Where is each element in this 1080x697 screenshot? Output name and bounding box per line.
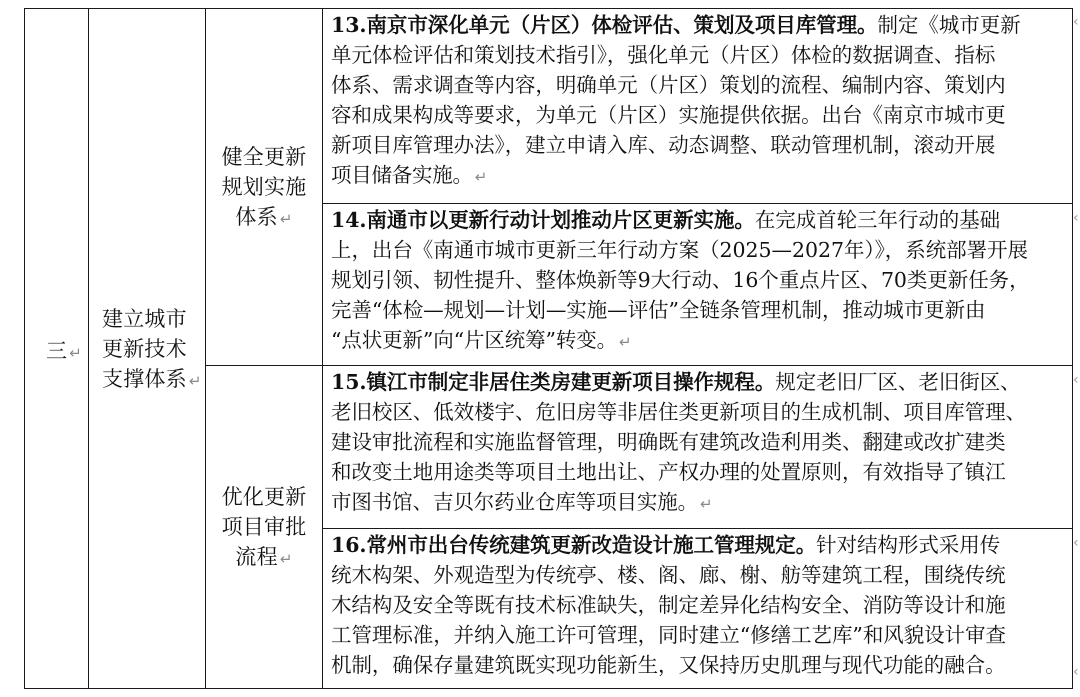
subsection-label-2	[206, 482, 322, 574]
subsection-label-line: 健全更新	[221, 145, 307, 169]
subsection-label-line: 项目审批	[221, 515, 307, 539]
item-16-paragraph	[331, 530, 1071, 680]
paragraph-line: 完善“体检—规划—计划—实施—评估”全链条管理机制，推动城市更新由	[331, 298, 986, 322]
paragraph-mark: ↵	[69, 344, 82, 362]
end-of-row-marker: ‹	[1073, 14, 1079, 30]
category-line: 建立城市	[102, 307, 187, 331]
paragraph-line: 规划引领、韧性提升、整体焕新等9大行动、16个重点片区、70类更新任务，	[331, 268, 1030, 292]
subsection-label-1	[206, 142, 322, 234]
item-title: 14.南通市以更新行动计划推动片区更新实施。	[331, 208, 755, 232]
paragraph-mark: ↵	[474, 168, 488, 186]
paragraph-line: 新项目库管理办法》，建立申请入库、动态调整、联动管理机制，滚动开展	[331, 133, 996, 157]
paragraph-mark: ↵	[700, 495, 713, 513]
paragraph-line: 机制，确保存量建筑既实现功能新生，又保持历史肌理与现代功能的融合。	[331, 653, 1006, 677]
category-line: 支撑体系 ↵	[102, 367, 202, 391]
row-divider-13-14	[322, 203, 1073, 204]
category-line: 更新技术	[102, 337, 187, 361]
paragraph-line: 市图书馆、吉贝尔药业仓库等项目实施。 ↵	[331, 490, 713, 514]
paragraph-mark: ↵	[619, 333, 632, 351]
category-cell	[96, 304, 204, 396]
end-of-row-marker: ‹	[1073, 535, 1079, 551]
paragraph-line: 体系、需求调查等内容，明确单元（片区）策划的流程、编制内容、策划内	[331, 73, 1006, 97]
table-border-right	[1072, 8, 1073, 689]
table-border-left	[24, 8, 25, 689]
paragraph-line: 容和成果构成等要求，为单元（片区）实施提供依据。出台《南京市城市更	[331, 103, 1006, 127]
item-title: 16.常州市出台传统建筑更新改造设计施工管理规定。	[331, 533, 817, 557]
table-border-col3	[322, 8, 323, 689]
row-divider-subsection	[205, 365, 1073, 366]
paragraph-line: “点状更新”向“片区统筹”转变。 ↵	[331, 328, 632, 352]
subsection-label-line: 流程 ↵	[235, 545, 293, 569]
paragraph-line: 工管理标准，并纳入施工许可管理，同时建立“修缮工艺库”和风貌设计审查	[331, 623, 1006, 647]
paragraph-line: 14.南通市以更新行动计划推动片区更新实施。在完成首轮三年行动的基础	[331, 208, 1001, 232]
item-13-paragraph	[331, 10, 1071, 192]
paragraph-mark: ↵	[279, 550, 293, 568]
paragraph-line: 16.常州市出台传统建筑更新改造设计施工管理规定。针对结构形式采用传	[331, 533, 1001, 557]
end-of-row-marker: ‹	[1073, 372, 1079, 388]
paragraph-line: 统木构架、外观造型为传统亭、楼、阁、廊、榭、舫等建筑工程，围绕传统	[331, 563, 1006, 587]
table-border-col2	[205, 8, 206, 689]
paragraph-line: 项目储备实施。 ↵	[331, 163, 488, 187]
subsection-label-line: 规划实施	[221, 175, 307, 199]
paragraph-line: 上，出台《南通市城市更新三年行动方案（2025—2027年）》，系统部署开展	[331, 238, 1028, 262]
item-title: 13.南京市深化单元（片区）体检评估、策划及项目库管理。	[331, 13, 878, 37]
table-border-top	[24, 8, 1073, 9]
paragraph-mark: ↵	[188, 372, 202, 390]
paragraph-line: 13.南京市深化单元（片区）体检评估、策划及项目库管理。制定《城市更新	[331, 13, 1021, 37]
paragraph-line: 15.镇江市制定非居住类房建更新项目操作规程。规定老旧厂区、老旧街区、	[331, 370, 1021, 394]
paragraph-line: 单元体检评估和策划技术指引》，强化单元（片区）体检的数据调查、指标	[331, 43, 996, 67]
subsection-label-line: 优化更新	[221, 485, 307, 509]
row-divider-15-16	[322, 528, 1073, 529]
row-number-cell	[46, 336, 82, 368]
table-border-col1	[88, 8, 89, 689]
paragraph-line: 和改变土地用途类等项目土地出让、产权办理的处置原则，有效指导了镇江	[331, 460, 1006, 484]
subsection-label-line: 体系 ↵	[235, 205, 293, 229]
end-of-row-marker: ‹	[1073, 664, 1079, 680]
paragraph-line: 木结构及安全等既有技术标准缺失，制定差异化结构安全、消防等设计和施	[331, 593, 1006, 617]
paragraph-mark: ↵	[279, 210, 293, 228]
row-number: 三	[46, 339, 68, 363]
table-border-bottom	[24, 688, 1073, 689]
paragraph-line: 老旧校区、低效楼宇、危旧房等非居住类更新项目的生成机制、项目库管理、	[331, 400, 1026, 424]
item-14-paragraph	[331, 205, 1071, 357]
end-of-row-marker: ‹	[1073, 210, 1079, 226]
item-title: 15.镇江市制定非居住类房建更新项目操作规程。	[331, 370, 776, 394]
paragraph-line: 建设审批流程和实施监督管理，明确既有建筑改造利用类、翻建或改扩建类	[331, 430, 1006, 454]
item-15-paragraph	[331, 367, 1071, 519]
